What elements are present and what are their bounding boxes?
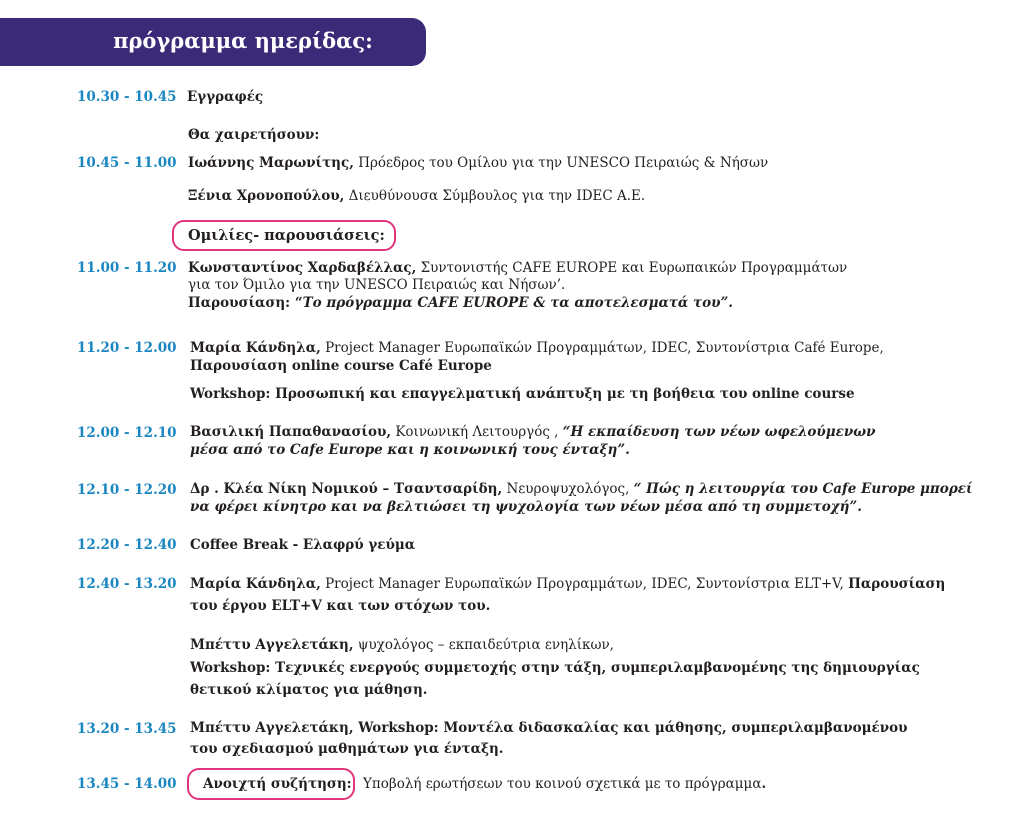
presentation-label: Παρουσίαση <box>848 576 946 592</box>
speaker-name: Μαρία Κάνδηλα, <box>190 576 321 592</box>
speaker-name: Μπέττυ Αγγελετάκη, <box>190 637 354 653</box>
page-title: πρόγραμμα ημερίδας: <box>113 28 373 53</box>
time-slot: 12.40 - 13.20 <box>77 576 177 592</box>
talk-title: “ Πώς η λειτουργία του Cafe Europe μπορεί <box>633 481 973 497</box>
workshop-line-continued: του σχεδιασμού μαθημάτων για ένταξη. <box>190 741 504 757</box>
speaker-name: Βασιλική Παπαθανασίου, <box>190 424 392 440</box>
speaker-role: Διευθύνουσα Σύμβουλος για την IDEC A.E. <box>344 188 646 204</box>
speaker-line <box>188 188 645 204</box>
speaker-line <box>188 260 847 276</box>
speaker-name: Ιωάννης Μαρωνίτης, <box>188 155 354 171</box>
speaker-name: Κωνσταντίνος Χαρδαβέλλας, <box>188 260 417 276</box>
speaker-line <box>190 424 875 440</box>
speaker-name: Δρ . Κλέα Νίκη Νομικού – Τσαντσαρίδη, <box>190 481 503 497</box>
workshop-line: Workshop: Τεχνικές ενεργούς συμμετοχής στην τάξη, συμπεριλαμβανομένης της δημιουργίας <box>190 660 920 676</box>
time-slot: 13.45 - 14.00 <box>77 776 177 792</box>
time-slot: 12.10 - 12.20 <box>77 482 177 498</box>
header-banner <box>0 18 426 66</box>
time-slot: 11.00 - 11.20 <box>77 260 177 276</box>
presentation-title: Το πρόγραμμα CAFE EUROPE & τα αποτελεσματά του”. <box>302 295 733 311</box>
speaker-line <box>190 340 884 356</box>
presentation-line: του έργου ELT+V και των στόχων του. <box>190 598 491 614</box>
workshop-line: Workshop: Προσωπική και επαγγελματική ανάπτυξη με τη βοήθεια του online course <box>190 386 855 402</box>
time-slot: 11.20 - 12.00 <box>77 340 177 356</box>
talk-title-continued: μέσα από το Cafe Europe και η κοινωνική τους ένταξη”. <box>190 442 630 458</box>
speaker-role: Νευροψυχολόγος, <box>502 481 634 497</box>
time-slot: 12.00 - 12.10 <box>77 425 177 441</box>
discussion-end: . <box>761 776 767 792</box>
speaker-role-continued: για τον Όμιλο για την UNESCO Πειραιώς και Νήσων’. <box>188 277 566 293</box>
presentation-line: Παρουσίαση online course Café Europe <box>190 358 492 374</box>
talks-heading: Ομιλίες- παρουσιάσεις: <box>188 227 385 244</box>
time-slot: 10.45 - 11.00 <box>77 155 177 171</box>
discussion-text <box>363 776 766 792</box>
talk-title: “Η εκπαίδευση των νέων ωφελούμενων <box>562 424 876 440</box>
speaker-line <box>190 481 973 497</box>
workshop-line: Μπέττυ Αγγελετάκη, Workshop: Μοντέλα διδασκαλίας και μάθησης, συμπεριλαμβανομένου <box>190 720 908 736</box>
speaker-role: Συντονιστής CAFE EUROPE και Ευρωπαικών Προγραμμάτων <box>416 260 848 276</box>
talk-title-continued: να φέρει κίνητρο και να βελτιώσει τη ψυχολογία των νέων μέσα από τη συμμετοχή”. <box>190 499 862 515</box>
speaker-line <box>188 155 768 171</box>
speaker-name: Ξένια Χρονοπούλου, <box>188 188 345 204</box>
speaker-name: Μαρία Κάνδηλα, <box>190 340 321 356</box>
discussion-description: Υποβολή ερωτήσεων του κοινού σχετικά με το πρόγραμμα <box>363 776 762 792</box>
time-slot: 12.20 - 12.40 <box>77 537 177 553</box>
agenda-item-registration: Εγγραφές <box>187 89 264 105</box>
welcome-heading: Θα χαιρετήσουν: <box>188 127 320 143</box>
speaker-role: Project Manager Ευρωπαϊκών Προγραμμάτων, IDEC, Συντονίστρια ELT+V, <box>320 576 849 592</box>
speaker-role: Πρόεδρος του Ομίλου για την UNESCO Πειραιώς & Νήσων <box>353 155 769 171</box>
speaker-line <box>190 637 614 653</box>
speaker-role: Κοινωνική Λειτουργός , <box>391 424 563 440</box>
presentation-label: Παρουσίαση: “ <box>188 295 303 311</box>
discussion-label: Ανοιχτή συζήτηση: <box>203 776 352 792</box>
presentation-line <box>188 295 733 311</box>
time-slot: 13.20 - 13.45 <box>77 721 177 737</box>
agenda-item-coffee-break: Coffee Break - Ελαφρύ γεύμα <box>190 537 416 553</box>
time-slot: 10.30 - 10.45 <box>77 89 177 105</box>
speaker-role: ψυχολόγος – εκπαιδεύτρια ενηλίκων, <box>353 637 614 653</box>
workshop-line-continued: θετικού κλίματος για μάθηση. <box>190 682 428 698</box>
speaker-role: Project Manager Ευρωπαϊκών Προγραμμάτων, IDEC, Συντονίστρια Café Europe, <box>320 340 884 356</box>
speaker-line <box>190 576 945 592</box>
